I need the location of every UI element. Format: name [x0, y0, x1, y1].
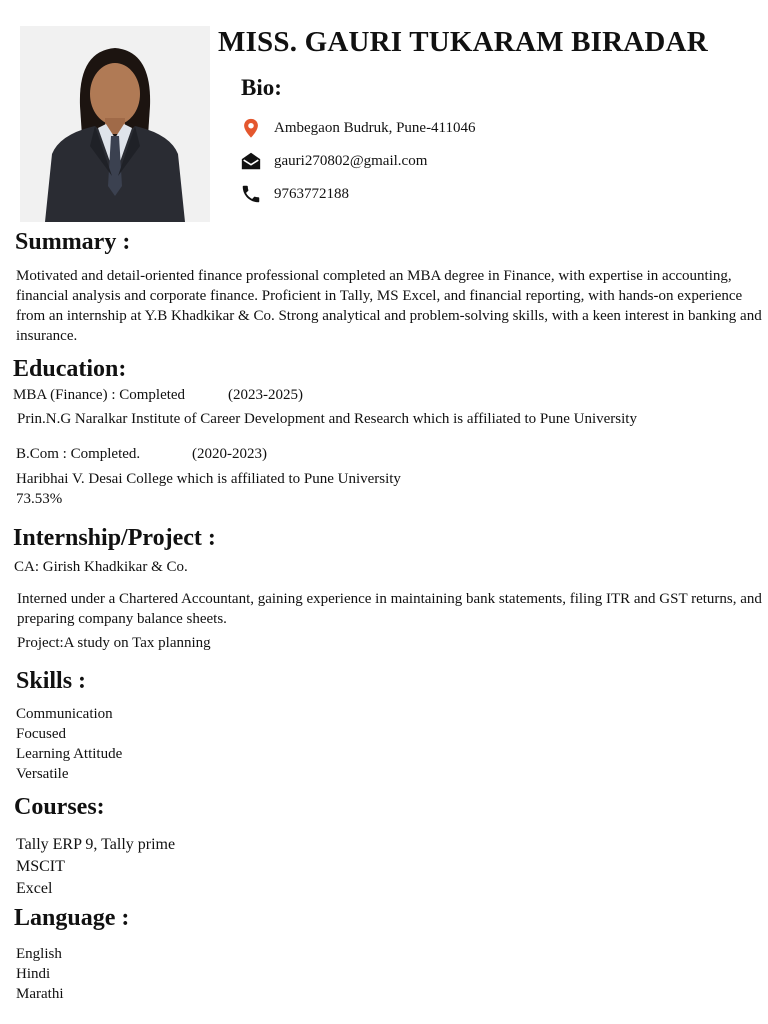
courses-list	[16, 834, 175, 900]
skills-heading: Skills :	[16, 668, 87, 694]
project-title: Project:A study on Tax planning	[17, 635, 211, 651]
list-item: Versatile	[16, 766, 69, 782]
list-item: Hindi	[16, 966, 51, 982]
candidate-name: MISS. GAURI TUKARAM BIRADAR	[218, 26, 708, 58]
mba-years: (2023-2025)	[228, 387, 303, 403]
summary-heading: Summary :	[15, 229, 131, 255]
list-item: English	[16, 946, 62, 962]
bcom-years: (2020-2023)	[192, 446, 267, 462]
education-heading: Education:	[13, 356, 127, 382]
list-item: Excel	[16, 880, 53, 897]
internship-description: Interned under a Chartered Accountant, gaining experience in maintaining bank statements, filing ITR and GST returns, and preparing company balance sheets.	[17, 591, 762, 627]
mba-degree: MBA (Finance) : Completed	[13, 387, 186, 403]
list-item: Focused	[16, 726, 66, 742]
list-item: MSCIT	[16, 858, 65, 875]
phone-text: 9763772188	[274, 185, 349, 202]
profile-photo	[20, 26, 210, 222]
location-pin-icon	[240, 117, 262, 139]
address-text: Ambegaon Budruk, Pune-411046	[274, 119, 476, 136]
email-link[interactable]: gauri270802@gmail.com	[274, 152, 428, 169]
list-item: Communication	[16, 706, 113, 722]
internship-firm: CA: Girish Khadkikar & Co.	[14, 559, 188, 575]
email-row	[240, 148, 427, 174]
summary-text: Motivated and detail-oriented finance professional completed an MBA degree in Finance, with expertise in accounting, financial analysis and corporate finance. Proficient in Tally, MS Excel, and financial reporting, with hands-on experience from an internship at Y.B Khadkikar & Co. Strong analytical and problem-solving skills, with a keen interest in banking and insurance.	[16, 268, 762, 344]
internship-heading: Internship/Project :	[13, 525, 216, 551]
mail-icon	[240, 150, 262, 172]
list-item: Learning Attitude	[16, 746, 123, 762]
phone-icon	[240, 183, 262, 205]
bio-heading: Bio:	[241, 75, 282, 100]
bcom-score: 73.53%	[16, 491, 63, 507]
bcom-college: Haribhai V. Desai College which is affiliated to Pune University	[16, 471, 401, 487]
address-row	[240, 115, 476, 141]
list-item: Tally ERP 9, Tally prime	[16, 836, 176, 853]
bcom-degree: B.Com : Completed.	[16, 446, 141, 462]
language-heading: Language :	[14, 905, 130, 931]
list-item: Marathi	[16, 986, 64, 1002]
phone-row	[240, 181, 349, 207]
skills-list	[16, 704, 122, 784]
courses-heading: Courses:	[14, 794, 105, 820]
language-list	[16, 944, 63, 1004]
mba-institute: Prin.N.G Naralkar Institute of Career Development and Research which is affiliated to Pune University	[17, 411, 637, 427]
